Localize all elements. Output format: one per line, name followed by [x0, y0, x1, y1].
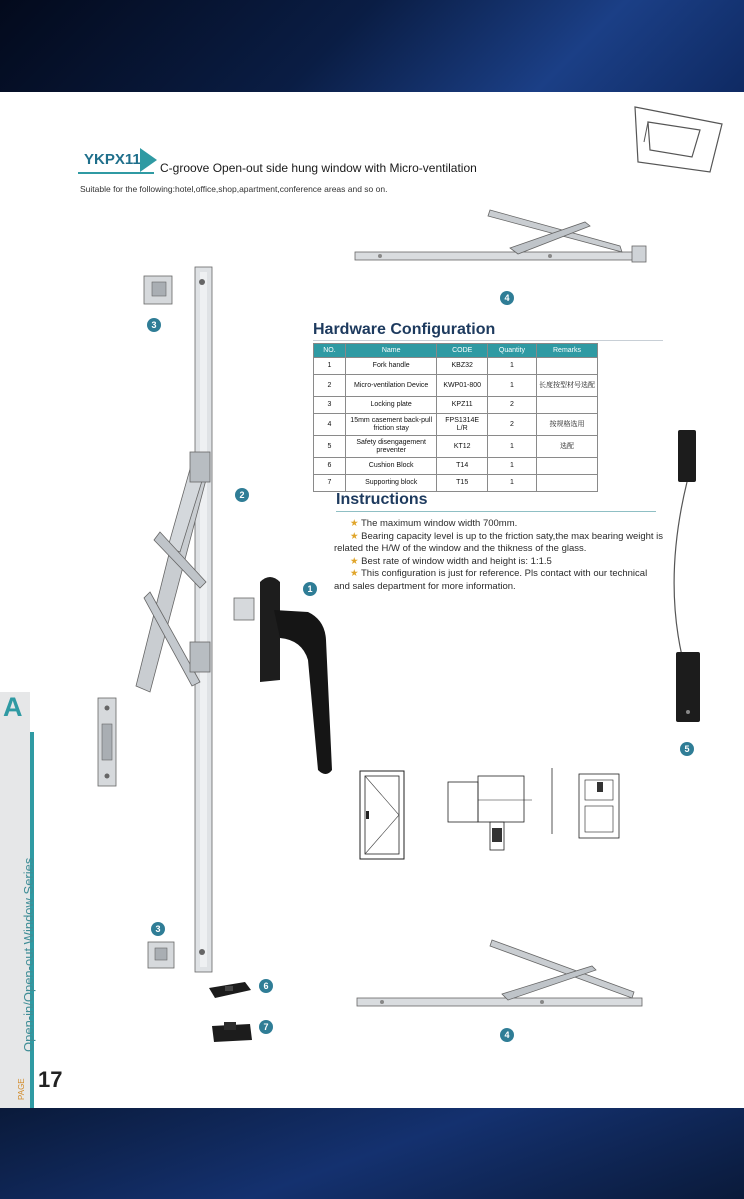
col-name: Name	[345, 344, 437, 358]
table-row	[314, 414, 598, 436]
cell-no: 2	[314, 375, 346, 397]
hardware-table-header	[314, 344, 598, 358]
page-number: 17	[38, 1067, 63, 1092]
cell-code: KPZ11	[437, 397, 487, 414]
model-arrow	[140, 148, 157, 172]
cell-qty: 1	[487, 358, 536, 375]
callout-5: 5	[680, 742, 694, 756]
supporting-block-image	[208, 1020, 258, 1046]
cushion-block-image	[205, 978, 255, 1002]
table-row	[314, 436, 598, 458]
callout-4-top: 4	[500, 291, 514, 305]
table-row	[314, 397, 598, 414]
cell-no: 5	[314, 436, 346, 458]
callout-4-bottom: 4	[500, 1028, 514, 1042]
col-no: NO.	[314, 344, 346, 358]
cell-no: 1	[314, 358, 346, 375]
cell-name: Safety disengagement preventer	[345, 436, 437, 458]
espagnolette-rod-image	[120, 262, 230, 982]
page-label: PAGE	[17, 1078, 26, 1100]
col-remarks: Remarks	[537, 344, 598, 358]
series-name: Open-in/Open-out Window Series	[21, 857, 36, 1052]
cell-code: KT12	[437, 436, 487, 458]
friction-stay-top-image	[350, 202, 660, 272]
cell-no: 7	[314, 475, 346, 492]
instructions-body	[334, 518, 664, 593]
cell-qty: 1	[487, 375, 536, 397]
cell-remarks: 按规格选用	[537, 414, 598, 436]
cell-no: 3	[314, 397, 346, 414]
cell-qty: 2	[487, 397, 536, 414]
instruction-line: ★ Best rate of window width and height is: 1:1.5	[350, 555, 552, 567]
page-subtitle: Suitable for the following:hotel,office,shop,apartment,conference areas and so on.	[80, 184, 388, 194]
cell-name: Supporting block	[345, 475, 437, 492]
instruction-line: ★ The maximum window width 700mm.	[350, 518, 518, 529]
cell-qty: 1	[487, 436, 536, 458]
background-top	[0, 0, 744, 92]
cell-qty: 1	[487, 475, 536, 492]
hardware-title-rule	[313, 340, 663, 341]
cell-remarks	[537, 397, 598, 414]
locking-plate-side-image	[94, 694, 122, 790]
hardware-config-title: Hardware Configuration	[313, 321, 496, 338]
cell-name: Micro-ventilation Device	[345, 375, 437, 397]
locking-plate-bottom-image	[144, 938, 184, 972]
instructions-title: Instructions	[336, 491, 428, 508]
page-title: C-groove Open-out side hung window with Micro-ventilation	[160, 161, 477, 175]
instruction-line: ★ Bearing capacity level is up to the friction saty,the max bearing weight is related the H/W of the window and the thikness of the glass.	[334, 530, 664, 554]
cell-remarks: 选配	[537, 436, 598, 458]
cell-code: KWP01-800	[437, 375, 487, 397]
friction-stay-bottom-image	[352, 932, 652, 1012]
cell-code: KBZ32	[437, 358, 487, 375]
cell-remarks	[537, 475, 598, 492]
fork-handle-image	[230, 570, 340, 780]
model-tag: YKPX11	[78, 148, 148, 172]
callout-7: 7	[259, 1020, 273, 1034]
table-row	[314, 375, 598, 397]
table-row	[314, 358, 598, 375]
col-code: CODE	[437, 344, 487, 358]
window-elevation-drawing	[358, 769, 408, 863]
callout-1: 1	[303, 582, 317, 596]
cell-remarks	[537, 458, 598, 475]
cell-name: Locking plate	[345, 397, 437, 414]
cell-qty: 1	[487, 458, 536, 475]
cell-code: FPS1314E L/R	[437, 414, 487, 436]
callout-3-bottom: 3	[151, 922, 165, 936]
catalog-page	[0, 92, 744, 1108]
instruction-line: ★ This configuration is just for reference. Pls contact with our technical and sales department for more information.	[334, 568, 648, 592]
page-corner-icon	[630, 102, 730, 182]
cell-code: T15	[437, 475, 487, 492]
cell-remarks: 长度按型材号选配	[537, 375, 598, 397]
background-bottom	[0, 1108, 744, 1199]
table-row	[314, 458, 598, 475]
star-icon: ★	[350, 568, 359, 579]
profile-section-drawing-1	[444, 772, 534, 854]
locking-plate-top-image	[140, 272, 180, 308]
cell-remarks	[537, 358, 598, 375]
star-icon: ★	[350, 530, 359, 542]
instructions-rule	[336, 511, 656, 512]
safety-preventer-image	[668, 426, 708, 726]
star-icon: ★	[350, 555, 359, 567]
callout-3-top: 3	[147, 318, 161, 332]
model-underline	[78, 172, 154, 174]
star-icon: ★	[350, 518, 359, 529]
table-row	[314, 475, 598, 492]
cell-no: 4	[314, 414, 346, 436]
profile-section-drawing-2	[575, 770, 625, 842]
section-divider	[548, 768, 556, 834]
cell-qty: 2	[487, 414, 536, 436]
callout-2: 2	[235, 488, 249, 502]
cell-name: 15mm casement back-pull friction stay	[345, 414, 437, 436]
col-quantity: Quantity	[487, 344, 536, 358]
hardware-table	[313, 343, 598, 492]
cell-code: T14	[437, 458, 487, 475]
cell-name: Cushion Block	[345, 458, 437, 475]
callout-6: 6	[259, 979, 273, 993]
section-letter: A	[3, 692, 23, 722]
cell-no: 6	[314, 458, 346, 475]
cell-name: Fork handle	[345, 358, 437, 375]
